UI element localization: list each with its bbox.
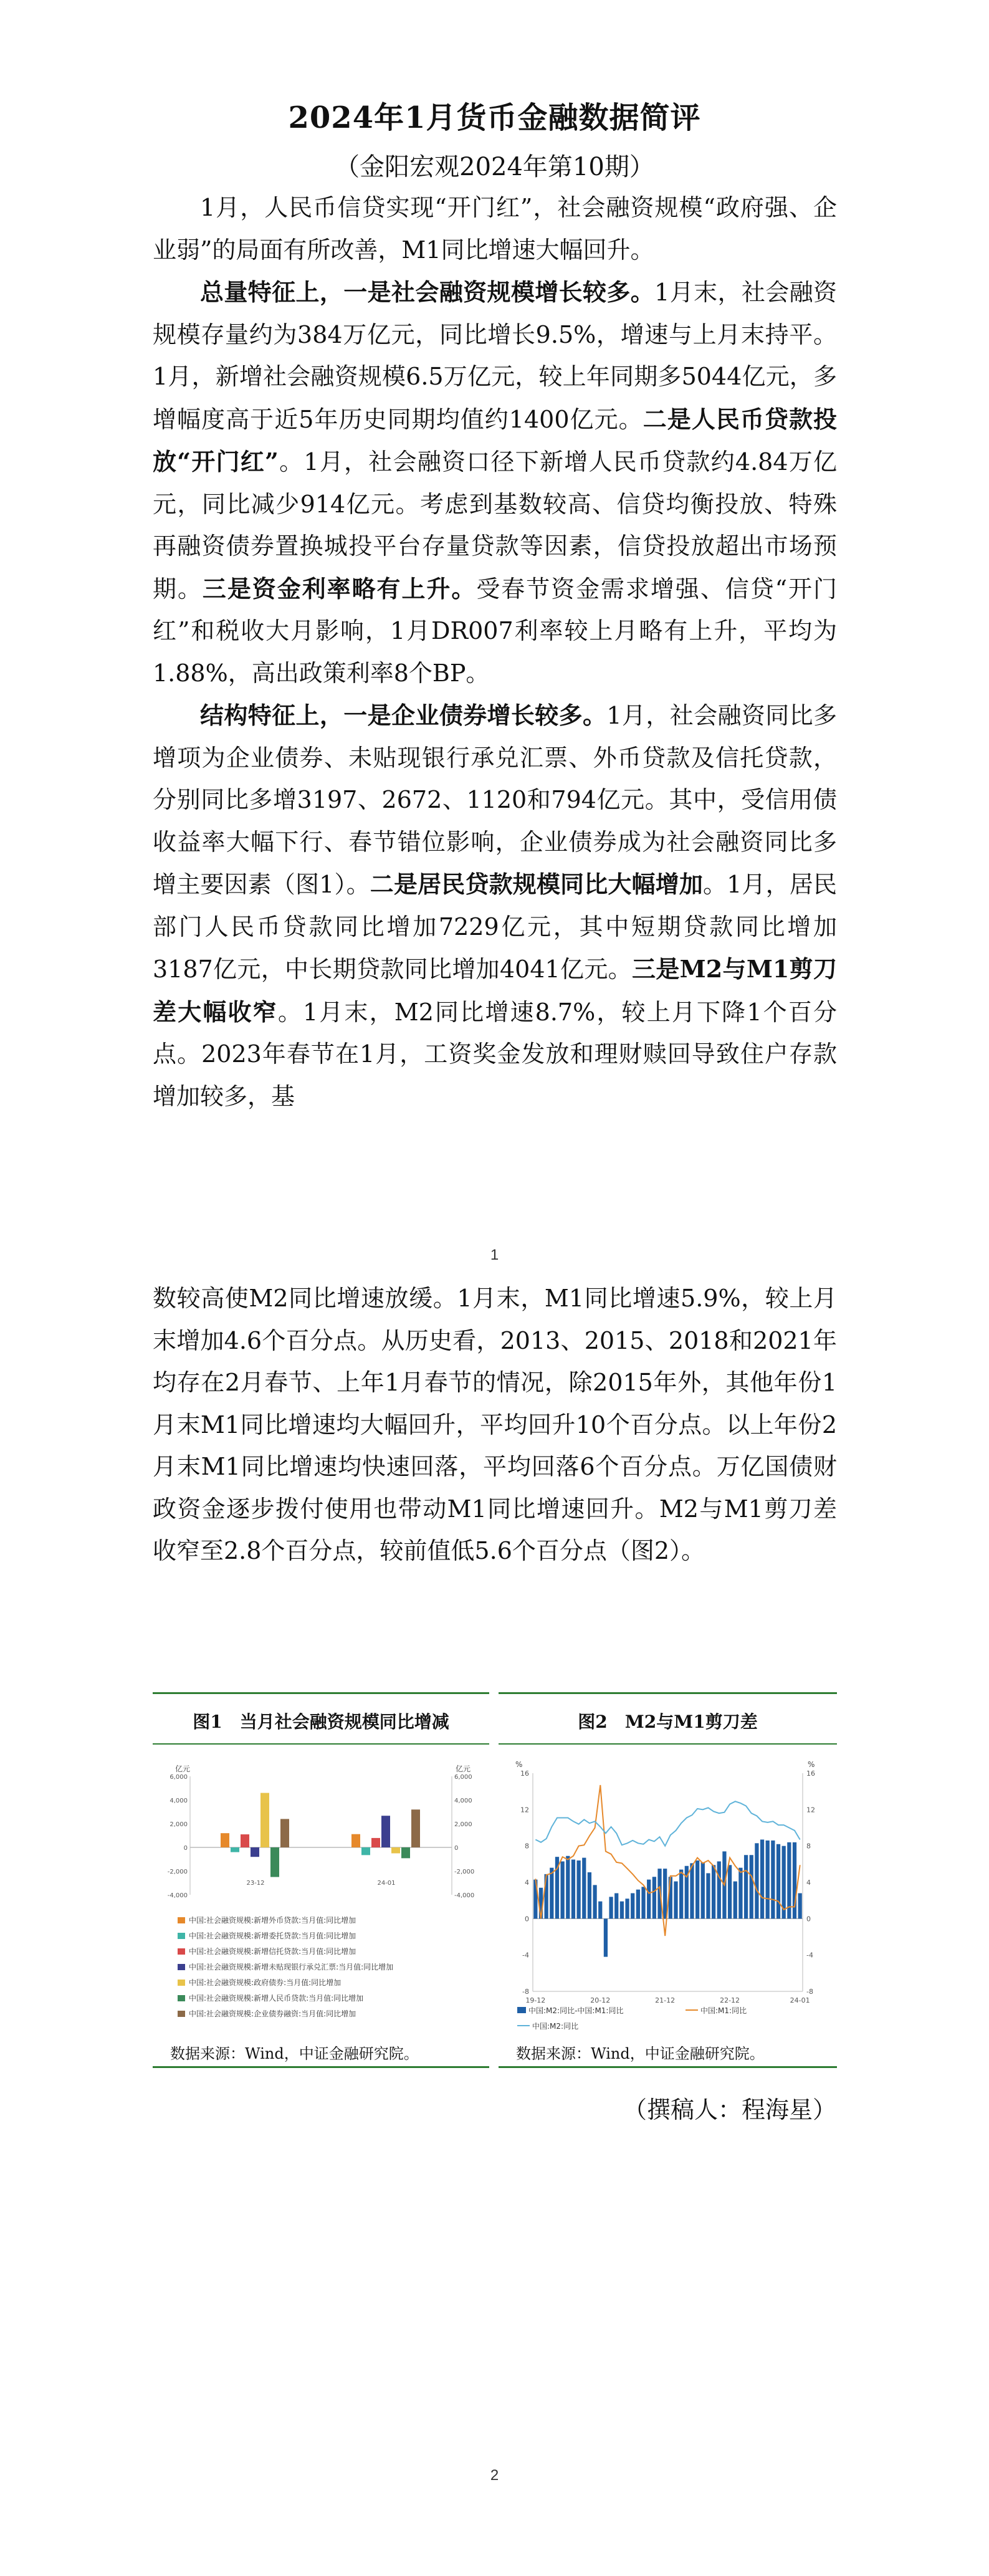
bar — [280, 1819, 289, 1847]
x-tick-label: 22-12 — [720, 1996, 740, 2004]
body-text-page2 — [153, 1278, 837, 1573]
spread-bar — [776, 1844, 780, 1919]
text-run: 二是人民币贷款投放“开门红” — [153, 405, 837, 476]
bar — [371, 1838, 380, 1847]
bar — [231, 1847, 239, 1852]
spread-bar — [750, 1855, 753, 1918]
text-run: 二是居民贷款规模同比大幅增加 — [370, 870, 704, 898]
figure-2-bottom-rule — [499, 2066, 837, 2068]
legend-swatch — [517, 2007, 526, 2013]
y-tick-left: 6,000 — [170, 1774, 188, 1781]
legend-label: 中国:M2:同比-中国:M1:同比 — [528, 2006, 624, 2015]
text-run: 。1月，社会融资口径下新增人民币贷款约4.84万亿元，同比减少914亿元。考虑到基数较高、信贷均衡投放、特殊再融资债券置换城投平台存量贷款等因素，信贷投放超出市场预期。 — [153, 448, 837, 603]
legend-label: 中国:M1:同比 — [700, 2006, 747, 2015]
text-run: 。1月，居民部门人民币贷款同比增加7229亿元，其中短期贷款同比增加3187亿元，中长期贷款同比增加4041亿元。 — [153, 871, 837, 983]
y-tick-right: 12 — [806, 1806, 815, 1814]
legend-label: 中国:M2:同比 — [532, 2022, 579, 2031]
y-tick-right: 4,000 — [454, 1798, 472, 1804]
y-tick-right: 6,000 — [454, 1774, 472, 1781]
spread-bar — [561, 1861, 565, 1918]
bar — [351, 1834, 360, 1847]
figure-2-chart — [499, 1692, 837, 2041]
y-tick-right: 0 — [806, 1915, 811, 1923]
x-tick-label: 21-12 — [655, 1996, 676, 2004]
spread-bar — [636, 1890, 640, 1919]
y-tick-right: 8 — [806, 1842, 811, 1851]
spread-bar — [614, 1894, 618, 1919]
spread-bar — [690, 1863, 694, 1918]
legend-label: 中国:社会融资规模:新增未贴现银行承兑汇票:当月值:同比增加 — [189, 1963, 394, 1971]
figure-1-chart — [153, 1692, 489, 2041]
x-tick-label: 19-12 — [525, 1996, 546, 2004]
text-run: 1月，社会融资同比多增项为企业债券、未贴现银行承兑汇票、外币贷款及信托贷款，分别同比多增3197、2672、1120和794亿元。其中，受信用债收益率大幅下行、春节错位影响，企业债券成为社会融资同比多增主要因素（图1）。 — [153, 702, 837, 898]
spread-bar — [604, 1918, 608, 1956]
spread-bar — [647, 1880, 651, 1919]
x-tick-label: 24-01 — [790, 1996, 810, 2004]
spread-bar — [738, 1868, 742, 1919]
bar — [241, 1834, 249, 1847]
author-credit: （撰稿人：程海星） — [623, 2096, 836, 2124]
text-run: 三是M2与M1剪刀差大幅收窄 — [153, 955, 837, 1026]
y-tick-right: -4 — [806, 1951, 813, 1960]
text-run: 受春节资金需求增强、信贷“开门红”和税收大月影响，1月DR007利率较上月略有上升，平均为1.88%，高出政策利率8个BP。 — [153, 575, 837, 687]
spread-bar — [695, 1860, 699, 1918]
bar — [411, 1809, 420, 1847]
legend-swatch — [178, 1995, 185, 2001]
spread-bar — [631, 1894, 634, 1919]
figure-2-source: 数据来源：Wind，中证金融研究院。 — [516, 2045, 765, 2062]
spread-bar — [566, 1856, 570, 1919]
spread-bar — [701, 1862, 705, 1918]
figure-2-title: 图2 M2与M1剪刀差 — [578, 1712, 758, 1732]
spread-bar — [571, 1860, 575, 1919]
legend-label: 中国:社会融资规模:企业债券融资:当月值:同比增加 — [189, 2009, 356, 2018]
spread-bar — [550, 1868, 553, 1919]
text-run: 总量特征上，一是社会融资规模增长较多。 — [200, 278, 655, 306]
spread-bar — [728, 1865, 732, 1918]
bar — [260, 1793, 269, 1847]
page-number-1: 1 — [490, 1247, 499, 1263]
spread-bar — [744, 1855, 748, 1918]
spread-bar — [576, 1860, 580, 1918]
legend-swatch — [178, 1933, 185, 1939]
y-unit-right: % — [808, 1760, 815, 1769]
text-run: 1月，人民币信贷实现“开门红”，社会融资规模“政府强、企业弱”的局面有所改善，M1同比增速大幅回升。 — [153, 194, 837, 264]
spread-bar — [663, 1869, 667, 1918]
bar — [270, 1847, 279, 1877]
spread-bar — [679, 1870, 683, 1919]
page-number-2: 2 — [490, 2467, 499, 2484]
y-tick-right: 2,000 — [454, 1821, 472, 1828]
legend-swatch — [178, 1948, 185, 1955]
y-tick-left: -4,000 — [167, 1892, 188, 1899]
y-tick-left: 4 — [525, 1879, 529, 1887]
spread-bar — [641, 1887, 645, 1918]
spread-bar — [771, 1841, 775, 1918]
y-unit-left: 亿元 — [175, 1764, 191, 1773]
body-text-page1 — [153, 187, 837, 1118]
legend-label: 中国:社会融资规模:新增信托贷款:当月值:同比增加 — [189, 1947, 356, 1956]
spread-bar — [652, 1877, 656, 1918]
bar — [251, 1847, 259, 1857]
legend-swatch — [178, 1964, 185, 1970]
spread-bar — [706, 1873, 710, 1918]
y-tick-left: 0 — [525, 1915, 529, 1923]
spread-bar — [712, 1865, 715, 1918]
spread-bar — [717, 1861, 721, 1918]
y-tick-right: -8 — [806, 1988, 813, 1996]
y-tick-left: 12 — [520, 1806, 529, 1814]
spread-bar — [545, 1874, 548, 1918]
x-tick-label: 24-01 — [377, 1880, 396, 1887]
paragraph-structure-features — [153, 694, 837, 1118]
y-tick-left: 16 — [520, 1769, 529, 1778]
bar — [401, 1847, 410, 1858]
y-tick-right: 16 — [806, 1769, 815, 1778]
y-tick-left: 0 — [183, 1845, 188, 1852]
spread-bar — [593, 1885, 596, 1918]
paragraph-continuation: 数较高使M2同比增速放缓。1月末，M1同比增速5.9%，较上月末增加4.6个百分点。从历史看，2013、2015、2018和2021年均存在2月春节、上年1月春节的情况，除2015年外，其他年份1月末M1同比增速均大幅回升，平均回升10个百分点。以上年份2月末M1同比增速均快速回落，平均回落6个百分点。万亿国债财政资金逐步拨付使用也带动M1同比增速回升。M2与M1剪刀差收窄至2.8个百分点，较前值低5.6个百分点（图2）。 — [153, 1285, 837, 1564]
y-tick-right: 4 — [806, 1879, 811, 1887]
spread-bar — [733, 1882, 737, 1919]
figure-1 — [153, 1692, 489, 2066]
y-tick-right: -2,000 — [454, 1869, 475, 1875]
bar — [391, 1847, 400, 1854]
y-unit-right: 亿元 — [456, 1764, 471, 1773]
text-run: 结构特征上，一是企业债券增长较多。 — [200, 701, 607, 729]
spread-bar — [760, 1839, 764, 1918]
text-run: 。1月末，M2同比增速8.7%，较上月下降1个百分点。2023年春节在1月，工资奖金发放和理财赎回导致住户存款增加较多，基 — [153, 998, 837, 1110]
spread-bar — [609, 1897, 613, 1918]
spread-bar — [755, 1843, 758, 1918]
y-tick-left: 8 — [525, 1842, 529, 1851]
paragraph-total-features — [153, 271, 837, 694]
y-unit-left: % — [515, 1760, 523, 1769]
spread-bar — [766, 1841, 770, 1918]
spread-bar — [620, 1902, 624, 1919]
legend-swatch — [178, 1980, 185, 1986]
paragraph-intro — [153, 187, 837, 271]
legend-label: 中国:社会融资规模:政府债券:当月值:同比增加 — [189, 1978, 342, 1987]
page-subtitle: （金阳宏观2024年第10期） — [335, 153, 654, 181]
y-tick-right: -4,000 — [454, 1892, 475, 1899]
text-run: 三是资金利率略有上升。 — [202, 574, 477, 603]
figure-2 — [499, 1692, 837, 2066]
series-line — [535, 1801, 800, 1846]
x-tick-label: 23-12 — [246, 1880, 265, 1887]
legend-swatch — [178, 2011, 185, 2017]
spread-bar — [798, 1894, 802, 1919]
bar — [381, 1816, 390, 1847]
text-run: 1月末，社会融资规模存量约为384万亿元，同比增长9.5%，增速与上月末持平。1月，新增社会融资规模6.5万亿元，较上年同期多5044亿元，多增幅度高于近5年历史同期均值约1400亿元。 — [153, 279, 837, 433]
x-tick-label: 20-12 — [590, 1996, 611, 2004]
y-tick-left: -8 — [522, 1988, 529, 1996]
spread-bar — [674, 1882, 677, 1919]
y-tick-left: 2,000 — [170, 1821, 188, 1828]
y-tick-right: 0 — [454, 1845, 459, 1852]
spread-bar — [625, 1898, 629, 1918]
y-tick-left: -4 — [522, 1951, 529, 1960]
y-tick-left: -2,000 — [167, 1869, 188, 1875]
bar — [221, 1833, 229, 1847]
legend-swatch — [178, 1917, 185, 1923]
legend-label: 中国:社会融资规模:新增人民币贷款:当月值:同比增加 — [189, 1994, 364, 2003]
figure-1-bottom-rule — [153, 2066, 489, 2068]
spread-bar — [598, 1902, 602, 1919]
figure-1-source: 数据来源：Wind，中证金融研究院。 — [170, 2045, 419, 2062]
y-tick-left: 4,000 — [170, 1798, 188, 1804]
figure-1-title: 图1 当月社会融资规模同比增减 — [193, 1712, 449, 1732]
spread-bar — [588, 1872, 591, 1918]
spread-bar — [582, 1858, 586, 1919]
legend-label: 中国:社会融资规模:新增委托贷款:当月值:同比增加 — [189, 1932, 356, 1940]
page-title: 2024年1月货币金融数据简评 — [288, 100, 701, 135]
bar — [361, 1847, 370, 1855]
legend-label: 中国:社会融资规模:新增外币贷款:当月值:同比增加 — [189, 1916, 356, 1925]
